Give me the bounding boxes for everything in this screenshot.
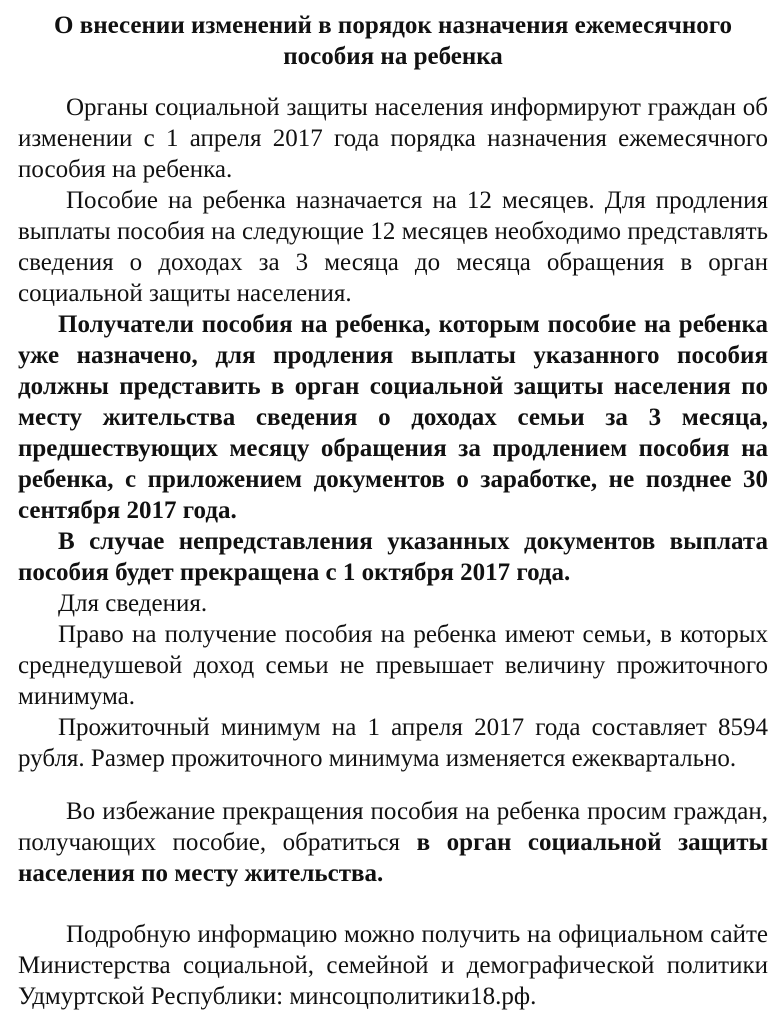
- paragraph-request: [18, 796, 768, 889]
- request-office-text: в орган социальной защиты населения по месту жительства.: [18, 829, 768, 887]
- paragraph-intro: Органы социальной защиты населения информируют граждан об изменении с 1 апреля 2017 года порядка назначения ежемесячного пособия на ребенка.: [18, 94, 768, 183]
- paragraph-eligibility: Право на получение пособия на ребенка имеют семьи, в которых среднедушевой доход семьи не превышает величину прожиточного минимума.: [18, 621, 768, 710]
- document-title: О внесении изменений в порядок назначения ежемесячного пособия на ребенка: [54, 12, 732, 70]
- paragraph-recipients: Получатели пособия на ребенка, которым пособие на ребенка уже назначено, для продления выплаты указанного пособия должны представить в орган социальной защиты населения по месту жительства сведения о доходах семьи за 3 месяца, предшествующих месяцу обращения за продлением пособия на ребенка, с приложением документов о заработке, не позднее 30 сентября 2017 года.: [18, 311, 768, 524]
- paragraph-subsistence-minimum: Прожиточный минимум на 1 апреля 2017 года составляет 8594 рубля. Размер прожиточного минимума изменяется ежеквартально.: [18, 714, 768, 772]
- spacer: [18, 889, 768, 919]
- spacer: [18, 774, 768, 796]
- paragraph-termination: В случае непредставления указанных документов выплата пособия будет прекращена с 1 октября 2017 года.: [18, 528, 768, 586]
- paragraph-term: Пособие на ребенка назначается на 12 месяцев. Для продления выплаты пособия на следующие 12 месяцев необходимо представлять сведения о доходах за 3 месяца до месяца обращения в орган социальной защиты населения.: [18, 187, 768, 307]
- request-text: Во избежание прекращения пособия на ребенка просим граждан, получающих пособие, обратиться: [18, 798, 768, 856]
- paragraph-for-info: Для сведения.: [58, 590, 208, 617]
- paragraph-more-info: Подробную информацию можно получить на официальном сайте Министерства социальной, семейной и демографической политики Удмуртской Республики: минсоцполитики18.рф.: [18, 921, 768, 1010]
